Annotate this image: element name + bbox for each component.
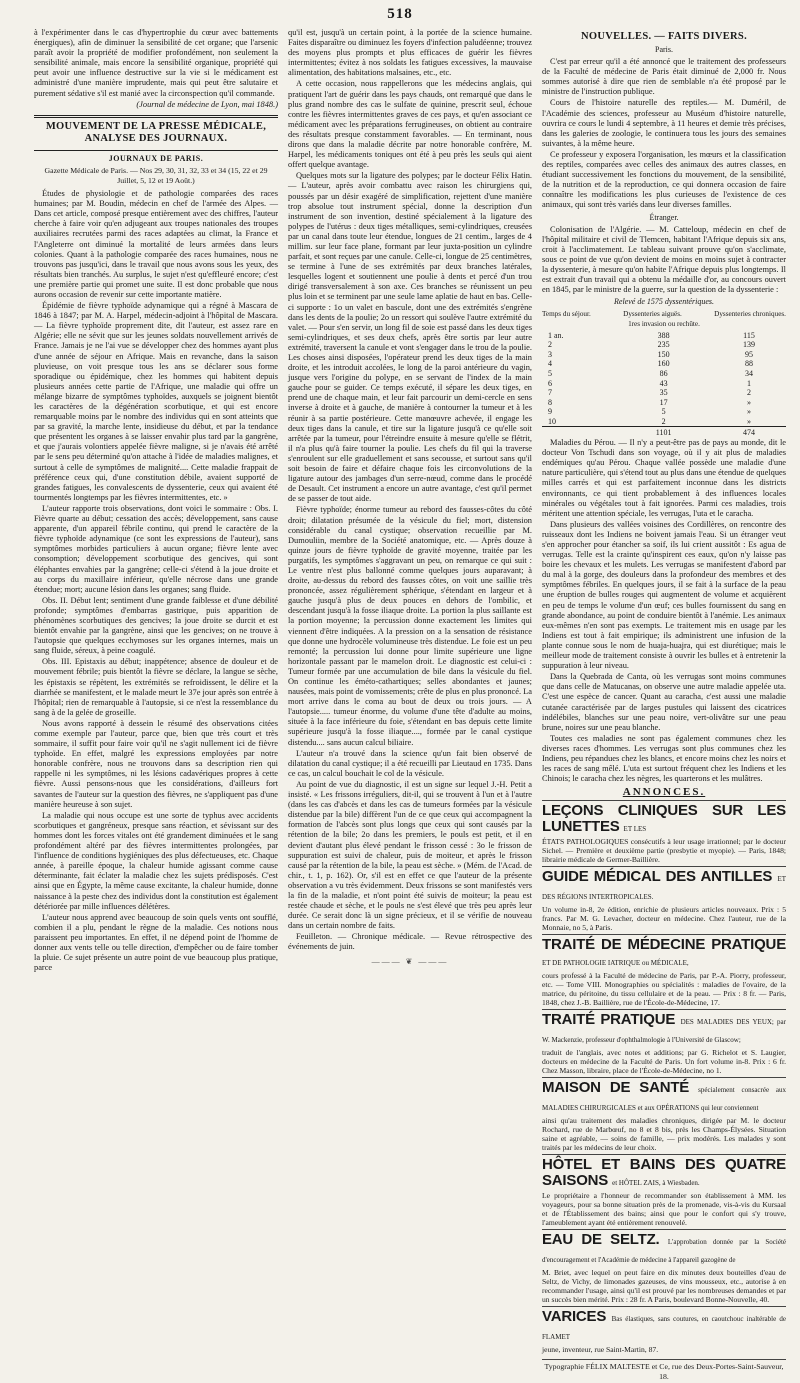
table-row <box>542 379 786 389</box>
annonces-title: ANNONCES. <box>622 786 706 799</box>
table-cell: 5 <box>548 368 552 378</box>
page-number: 518 <box>387 6 413 22</box>
subsection-title: JOURNAUX DE PARIS. <box>108 153 204 163</box>
column-1 <box>34 28 278 1110</box>
ad-headline-text: MAISON DE SANTÉ <box>542 1079 690 1097</box>
table-cell: 1101 <box>615 427 712 438</box>
table-cell: 2 <box>548 340 552 350</box>
ad-body: ÉTATS PATHOLOGIQUES consécutifs à leur usage irrationnel; par le docteur Sichel. — Première et deuxième partie (presbytie et myopie). — Paris, 1848; librairie médicale de Germer-Baillière. <box>542 837 786 865</box>
ad-body: cours professé à la Faculté de médecine de Paris, par P.-A. Piorry, professeur, etc. — Tome VIII. Monographies ou spécialités : maladies de l'ovaire, de la matrice, du péritoine, du tissu cellulaire et de la peau. — Prix : 8 fr. — Paris, 1848, chez J.-B. Baillière, rue de l'École-de-Médecine, 17. <box>542 971 786 1008</box>
table-cell: 388 <box>657 330 670 340</box>
ad-headline <box>542 803 786 837</box>
table-cell: » <box>747 416 751 426</box>
advertisement <box>542 1229 786 1306</box>
advertisement <box>542 934 786 1009</box>
table-row <box>542 331 786 341</box>
table-cell: 34 <box>745 368 753 378</box>
ad-headline-text: LEÇONS CLINIQUES SUR LES LUNETTES <box>542 802 786 836</box>
article-paragraph: Épidémie de fièvre typhoïde adynamique qui a régné à Mascara de 1846 à 1847; par M. A. Harpel, médecin-adjoint à l'hôpital de Mascara. — La fièvre typhoïde proprement dite, dit l'auteur, est assez rare en Algérie; elle ne sévit que sur les jeunes soldats nouvellement arrivés de France. Jamais je ne l'ai vue se développer chez des hommes ayant plus d'une année de séjour en Afrique. Mais en revanche, dans la saison pluvieuse, on voit presque tous les ans se déclarer sous forme sporadique ou épidémique, chez les hommes qui habitent depuis plusieurs années cette partie de l'Afrique, une maladie qui offre un mélange bizarre de symptômes typhoïdes, auxquels se joignent bientôt les caractères de la dégénération scorbutique, et qui est encore remarquable moins par le nombre des individus qui en sont atteints que par sa gravité, la marche lente, insidieuse du début, et par la tendance que présentent les organes à se laisser envahir plus tard par la gangrène, et que j'aurais volontiers appelée fièvre maligne, si je n'avais été arrêté par le sens peu déterminé qu'on attache à l'idée de maladies malignes, et surtout à celle de symptômes de malignité.... Cette maladie frappait de préférence ceux qui, d'une constitution débile, avaient supporté de grandes fatigues, les convalescents de dyssenterie, ceux qui avaient été tourmentés longtemps par les fièvres intermittentes, etc. » <box>34 301 278 502</box>
table-row <box>542 417 786 427</box>
ad-headline-tail: ET DE PATHOLOGIE IATRIQUE ou MÉDICALE, <box>542 959 689 968</box>
imprint: Typographie FÉLIX MALTESTE et Ce, rue des Deux-Portes-Saint-Sauveur, 18. <box>542 1359 786 1382</box>
table-cell: 115 <box>743 330 755 340</box>
table-cell: 86 <box>659 368 668 378</box>
table-cell: 7 <box>548 388 552 398</box>
table-cell: 4 <box>548 359 552 369</box>
intro-paragraph: à l'expérimenter dans le cas d'hypertrophie du cœur avec battements énergiques), afin de diminuer la sensibilité de cet organe; que l'arsenic paraît avoir la propriété de modifier profondément, non seulement la sensibilité animale, mais encore la sensibilité organique, propriété qui peut avoir une influence destructive sur la vie si le médicament est administré d'une manière imprudente, mais qui peut être salutaire et purement sédative s'il est manié avec la circonspection qu'il commande. <box>34 28 278 98</box>
advertisement <box>542 800 786 866</box>
ad-headline <box>542 937 786 971</box>
ad-headline <box>542 1157 786 1191</box>
ad-headline-text: TRAITÉ DE MÉDECINE PRATIQUE <box>542 936 786 954</box>
article-paragraph: Quelques mots sur la ligature des polypes; par le docteur Félix Hatin. — L'auteur, après avoir combattu avec raison les chirurgiens qui, poussés par un désir exagéré de simplification, rejettent d'une manière trop absolue tout instrument spécial, donne la description d'un instrument de son invention, destiné spécialement à la ligature des polypes de l'utérus : deux tiges métalliques, semi-cylindriques, creusées par un canal dans toute leur étendue, longues de 21 centim., larges de 4 millim. sur leur face plane, formant par leur juxta-position un cylindre parfait, et sont reçues par une canule. Celle-ci, longue de 25 centimètres, se termine à l'une de ses extrémités par deux branches latérales, lesquelles logent et soutiennent une poulie à dents et percé d'un trou dirigé transversalement à son axe. Ces branches se réunissent un peu plus loin et se terminent par une seule lame aplatie de haut en bas. Celle-ci supporte : 1o un valet en bascule, dont une des extrémités s'engrène dans les dents de la poulie; 2o un ressort qui soulève l'autre extrémité du valet. — Pour s'en servir, un long fil de soie est passé dans les deux tiges semi-cylindriques, et ses deux chefs, après être sortis par leur autre extrémité, traversent la canule et vont s'engager dans le trou de la poulie. Les choses ainsi disposées, l'opérateur prend les deux tiges de la main droite, et les introduit accolées, le long de la paroi antérieure du vagin, jusque vers l'origine du polype, en se servant de l'index de la main gauche pour se guider. Ce temps exécuté, il sépare les deux tiges, en prend une de chaque main, et leur fait parcourir un demi-cercle en sens inverse à droite et à gauche, de manière à contourner la tumeur et à les réunir à sa partie postérieure. Cette manœuvre achevée, il engage les deux tiges dans la canule, et tire sur la ligature jusqu'à ce qu'elle soit arrêtée par la tumeur, pour l'étreindre ensuite à mesure qu'elle se flétrit, il n'a plus qu'à faire tourner la poulie. Les chefs du fil qui la traverse s'enroulent sur elle graduellement et sans secousse, et surtout sans qu'il soit besoin de faire et défaire chaque fois les circonvolutions de la ligature autour des jambages d'un serre-nœud, comme dans le procédé de Desault. Cet instrument a encore un autre avantage, c'est qu'il permet de se passer de tout aide. <box>288 171 532 504</box>
article-paragraph: Nous avons rapporté à dessein le résumé des observations citées comme exemple par l'auteur, parce que, bien que très court et très sommaire, il suffit pour faire voir qu'il ne s'agit nullement ici de fièvre typhoïde. En effet, malgré les expressions employées par notre honorable confrère, nous ne trouvons dans sa description rien qui rappelle ni les symptômes, ni les lésions cadavériques propres à cette fièvre. Aussi pensons-nous que les considérations, d'ailleurs fort savantes de l'auteur sur la question des fièvres, ne s'appliquent pas d'une manière heureuse à son sujet. <box>34 718 278 809</box>
table-row <box>542 350 786 360</box>
ad-headline-text: TRAITÉ PRATIQUE <box>542 1011 676 1029</box>
table-cell: 5 <box>661 407 666 417</box>
ad-headline-tail: DES MALADIES DES YEUX; par W. Mackenzie, professeur d'ophthalmologie à l'Université de Glascow; <box>542 1018 786 1045</box>
table-header-cell: Temps du séjour. <box>542 310 591 319</box>
section-divider <box>34 115 278 118</box>
ad-headline-tail: L'approbation donnée par la Société d'encouragement et l'Académie de médecine à l'appareil gazogène de <box>542 1238 787 1265</box>
news-paragraph: Maladies du Pérou. — Il n'y a peut-être pas de pays au monde, dit le docteur Von Tschudi dans son voyage, où il y ait plus de maladies endémiques qu'au Pérou. Chaque vallée possède une maladie d'une nature particulière, qui s'étend tout au plus dans une étendue de quelques milles carrés et qui est parfaitement inconnue dans les districts environnants, ce qui tient probablement à des influences locales minérales ou végétales tout à fait ignorées. Parmi ces maladies, trois méritent une attention spéciale, les verrugas, l'uta et le caracha. <box>542 438 786 518</box>
ad-headline-text: GUIDE MÉDICAL DES ANTILLES <box>542 868 773 886</box>
end-ornament: ——— ❦ ——— <box>371 956 449 966</box>
ad-headline-text: VARICES <box>542 1308 607 1326</box>
table-cell: 8 <box>548 397 552 407</box>
article-paragraph: Études de physiologie et de pathologie comparées des races humaines; par M. Boudin, médecin en chef de l'armée des Alpes. — Dans cet article, composé presque entièrement avec des chiffres, l'auteur cherche à faire voir qu'en adjugeant aux troupes nationales des troupes auxiliaires recrutées parmi des races adaptées au climat, la France et l'Angleterre ont diminué la mortalité de leurs armées dans leurs colonies. Quant à la pathologie comparée des races humaines, nous ne trouvons pas jusqu'ici, dans le travail que nous avons sous les yeux, des résultats bien tranchés. Au surplus, le sujet n'est qu'effleuré encore; c'est une première partie qui promet une suite. Il est donc probable que nous aurons occasion de revenir sur cette importante matière. <box>34 189 278 299</box>
ad-headline <box>542 1012 786 1048</box>
table-cell: 139 <box>743 340 755 350</box>
ad-body: traduit de l'anglais, avec notes et additions; par G. Richelot et S. Laugier, docteurs en médecine de la Faculté de Paris. Un fort volume in-8. Prix : 6 fr. Chez Masson, libraire, place de l'École-de-Médecine, no 1. <box>542 1048 786 1076</box>
ad-headline-tail: Bas élastiques, sans coutures, en caoutchouc inaltérable de FLAMET <box>542 1315 786 1342</box>
ad-headline <box>542 1232 786 1268</box>
article-paragraph: L'auteur n'a trouvé dans la science qu'un fait bien observé de dilatation du canal cystique; il a été recueilli par Lieutaud en 1735. Dans ce cas, un calcul bouchait le col de la vésicule. <box>288 748 532 778</box>
ad-body: jeune, inventeur, rue Saint-Martin, 87. <box>542 1345 659 1355</box>
table-cell: 2 <box>661 416 666 426</box>
table-cell: 3 <box>548 349 552 359</box>
columns <box>34 28 787 1382</box>
table-cell: 95 <box>745 349 753 359</box>
table-cell: 150 <box>657 349 670 359</box>
ad-headline <box>542 1080 786 1116</box>
news-paragraph: Toutes ces maladies ne sont pas également communes chez les diverses races d'hommes. Les verrugas sont plus communes chez les Indiens, peu répandues chez les blancs, et encore moins chez les noirs et les races de sang mêlé. L'uta est surtout fréquent chez les Indiens et les Chinois; le caracha chez les nègres, les quarterons et les mulâtres. <box>542 733 786 784</box>
news-paragraph: Dans plusieurs des vallées voisines des Cordillères, on rencontre des ruisseaux dont les Indiens ne boivent jamais l'eau. Si un étranger veut s'en approcher pour étancher sa soif, ils lui crient aussitôt : Es agua de verrugas. Telle est la crainte qu'inspirent ces eaux, qu'on n'y laisse pas boire les chevaux et les mulets. Les verrugas se manifestent d'abord par du mal à la gorge, des douleurs dans la profondeur des membres et des symptômes fébriles. En quelques jours, il se fait à la surface de la peau une éruption de bulles rouges qui augmentent de volume et acquièrent en peu de temps le volume d'un œuf; ces bulles fournissent du sang en grande abondance, au point de conduire bientôt à l'anémie. Les animaux eux-mêmes n'en sont pas exempts. Le traitement mis en usage par les Indiens est tout à fait empirique; ils administrent une infusion de la plante connue sous le nom de huaja-huajra, qui est diurétique; mais le meilleur mode de traitement consiste à ouvrir les bulles et à entretenir la suppuration à leur niveau. <box>542 519 786 671</box>
ad-headline-tail: et HÔTEL ZAIS, à Wiesbaden. <box>612 1179 700 1188</box>
table-cell: 160 <box>657 359 670 369</box>
advertisement <box>542 1306 786 1356</box>
table-cell: » <box>747 397 751 407</box>
news-paragraph: Cours de l'histoire naturelle des reptiles.— M. Duméril, de l'Académie des sciences, professeur au Muséum d'histoire naturelle, ouvrira ce cours le lundi 4 septembre, à 11 heures et demie très précises, dans les galeries de zoologie, le continuera tous les jours des semaines suivantes, à la même heure. <box>542 98 786 148</box>
table-cell: 235 <box>657 340 670 350</box>
article-paragraph: Obs. III. Epistaxis au début; inappétence; absence de douleur et de mouvement fébrile; puis bientôt la fièvre se déclare, la langue se sèche, les épistaxis se répètent, les extrémités se refroidissent, le délire et la diarrhée se manifestent, et le malade meurt le 37e jour après son entrée à l'hôpital; rien de remarquable à l'autopsie, si ce n'est la ressemblance du sang à de la gelée de groseille. <box>34 657 278 717</box>
article-paragraph: Au point de vue du diagnostic, il est un signe sur lequel J.-H. Petit a insisté. « Les frissons irréguliers, dit-il, qui se trouvent à l'un et à l'autre (dans les cas d'abcès et dans les cas de tumeurs formées par la vésicule distendue par la bile) diffèrent l'un de ce que ceux qui accompagnent la formation de l'abcès sont plus longs que ceux qui sont causés par la rétention de la bile; 2o dans les premiers, le pouls est petit, et il en devient d'autant plus élevé pendant le frisson cessé : 3o le frisson de suppuration est suivi de chaleur, puis de moiteur, et après le frisson causé par la rétention de la bile, la peau est sèche. » (Mém. de l'Acad. de chir., t. 1, p. 162). Or, s'il est en effet ce que l'auteur de la présente observation a vu très évidemment. Deux frissons se sont manifestés vers la fin de la maladie, et n'ont point été suivis de moiteur; la peau est restée chaude et sèche, et le pouls ne s'est élevé que très peu après leur durée. Ce serait donc là un signe précieux, et il se vérifie de nouveau dans un certain nombre de faits. <box>288 779 532 931</box>
table-row <box>542 359 786 369</box>
ad-headline <box>542 869 786 905</box>
news-paragraph: Dans la Quebrada de Canta, où les verrugas sont moins communes que dans celle de Matucanas, on observe une autre maladie appelée uta. C'est une espèce de cancer. Quant au caracha, c'est aussi une maladie cutanée caractérisée par de larges pustules qui laissent des cicatrices indélébiles, blanches sur une peau noire, vert-olivâtre sur une peau brune, noires sur une peau blanche. <box>542 672 786 732</box>
column-3 <box>542 28 787 1382</box>
article-paragraph: Fièvre typhoïde; énorme tumeur au rebord des fausses-côtes du côté droit; dilatation présumée de la vésicule du fiel; mort, distension considérable du canal cystique; observation recueillie par M. Dumouliin, membre de la Société anatomique, etc. — Après douze à quinze jours de fièvre typhoïde de gravité moyenne, traitée par les purgatifs, les symptômes s'aggravant un peu, on remarque ce qui suit : Le ventre n'est plus ballonné comme quelques jours auparavant; à droite, au-dessus du rebord des fausses côtes, on voit une saillie très prononcée, assez régulièrement sphérique, s'étendant en largeur et à gauche jusqu'à plus de deux pouces en dehors de l'ombilic, et descendant jusqu'à la fosse iliaque droite. La portion la plus saillante est la portion moyenne; la percussion donne exactement les limites qui viennent d'être indiquées. A la pression on a la sensation de résistance que donne une hydrocèle volumineuse très distendue. Le foie est un peu remonté; la percussion lui donne pour limite supérieure une ligne horizontale passant par le mamelon droit. Le diagnostic est celui-ci : Tumeur formée par une accumulation de bile dans la vésicule du fiel. On continue les émétо-cathartiques; selles abondantes et jaunes; nausées, mais point de vomissements; crête de plus en plus prononcé. La mort arrive dans le coma au bout de deux ou trois jours. — A l'autopsie..... tumeur énorme, du volume d'une tête d'adulte au moins, située à la face inférieure du foie, s'étendant en bas depuis cette limite supérieure jusqu'à la fosse iliaque...., formée par le canal cystique distendu.... sans aucun calcul biliaire. <box>288 505 532 747</box>
ad-headline-text: HÔTEL ET BAINS DES QUATRE SAISONS <box>542 1156 786 1190</box>
table-cell: » <box>747 407 751 417</box>
advertisement <box>542 1009 786 1077</box>
table-cell: 35 <box>659 388 668 398</box>
advertisement <box>542 1077 786 1154</box>
ad-headline-tail: ET DES RÉGIONS INTERTROPICALES. <box>542 875 786 902</box>
article-paragraph: Feuilleton. — Chronique médicale. — Revue rétrospective des événements de juin. <box>288 932 532 952</box>
table-header-cell: Dyssenteries aiguës. <box>623 310 682 319</box>
source-line: Gazette Médicale de Paris. — Nos 29, 30, 31, 32, 33 et 34 (15, 22 et 29 Juillet, 5, 12 et 19 Août.) <box>44 165 268 185</box>
table-cell <box>542 427 615 438</box>
table-row <box>542 398 786 408</box>
table-row <box>542 340 786 350</box>
news-title: NOUVELLES. — FAITS DIVERS. <box>580 31 748 42</box>
article-paragraph: L'auteur rapporte trois observations, dont voici le sommaire : Obs. I. Fièvre quarte au début; cessation des accès; développement, sans cause apparente, d'un appareil fébrile continu, qui prend le caractère de la fièvre typhoïde adynamique (ce sont les expressions de l'auteur), sans symptômes morbides particuliers à aucun organe; fièvre lente avec consomption; développement scorbutique des gencives, qui sont éléphantes envahies par la gangrène; celle-ci s'étend à la joue droite et au corps du maxillaire inférieur, qu'elle nécrose dans une grande étendue; mort; aucune lésion dans les organes; sang fluide. <box>34 503 278 594</box>
divider <box>34 150 278 151</box>
paris-label: Paris. <box>655 45 673 54</box>
advertisement <box>542 866 786 934</box>
ad-headline <box>542 1309 786 1345</box>
table-cell: 88 <box>745 359 753 369</box>
table-total-row <box>542 427 786 438</box>
article-paragraph: L'auteur nous apprend avec beaucoup de soin quels vents ont soufflé, combien il a plu, pendant le règne de la maladie. Ces notions nous paraissent peu importantes. En effet, il ne dépend point de l'homme de donner aux vents telle ou telle direction, d'empêcher ou de faire tomber la pluie. Ce sujet présente un autre point de vue beaucoup plus pratique, parce <box>34 912 278 973</box>
table-cell: 17 <box>659 397 668 407</box>
table-cell: 43 <box>659 378 668 388</box>
ads-list <box>542 800 786 1356</box>
ad-headline-tail: spécialement consacrée aux MALADIES CHIRURGICALES et aux OPÉRATIONS qui leur conviennent <box>542 1086 786 1113</box>
ad-body: M. Briet, avec lequel on peut faire en dix minutes deux bouteilles d'eau de Seltz, de Vichy, de limonades gazeuses, de vins mousseux, etc., autorise à en recommander l'usage, ainsi qu'il est prouvé par les nombreuses demandes et par un succès bien mérité. Prix : 28 fr. A Paris, boulevard Bonne-Nouvelle, 40. <box>542 1268 786 1305</box>
article-paragraph: Obs. II. Début lent; sentiment d'une grande faiblesse et d'une débilité profonde; symptômes d'embarras gastrique, puis apparition de phénomènes scorbutiques des gencives; la joue droite se durcit et est bientôt envahie par la gangrène, ainsi que les gencives; on ne trouve à l'autopsie que quelques ecchymoses sur les organes internes, mais un sang fluide, séreux, à peine coagulé. <box>34 595 278 656</box>
table-subheader: 1res invasion ou rechûte. <box>628 320 700 329</box>
advertisement <box>542 1154 786 1229</box>
section-title: MOUVEMENT DE LA PRESSE MÉDICALE, ANALYSE DES JOURNAUX. <box>45 120 267 144</box>
etranger-label: Étranger. <box>649 212 679 222</box>
ad-body: Un volume in-8, 2e édition, enrichie de plusieurs articles nouveaux. Prix : 5 francs. Par M. G. Levacher, docteur en médecine. Chez l'auteur, rue de la Monnaie, no 5, à Paris. <box>542 905 786 933</box>
table-header <box>542 309 786 319</box>
table-cell: 6 <box>548 378 552 388</box>
intro-source: (Journal de médecine de Lyon, mai 1848.) <box>136 99 278 109</box>
news-paragraph: C'est par erreur qu'il a été annoncé que le traitement des professeurs de la Faculté de médecine de Paris était diminué de 2,000 fr. Nous sommes autorisé à dire que rien de semblable n'a été proposé par le ministre de l'instruction publique. <box>542 57 786 97</box>
article-paragraph: La maladie qui nous occupe est une sorte de typhus avec accidents scorbutiques et gangréneux, presque sans réaction, et sévissant sur des hommes dont les forces vitales ont été grandement diminuées et le sang profondément altéré par des fièvres intermittentes prolongées, par l'influence de conditions hygiéniques des plus défectueuses, etc. Chaque année, à pareille époque, la chaleur humide agissant comme cause déterminante, fait éclater la maladie chez les sujets prédisposés. C'est ainsi que en Égypte, la même cause excitante, la chaleur humide, donne naissance à la peste chez des individus dont la constitution est également détériorée par mille influences délétères. <box>34 810 278 911</box>
table-cell: 474 <box>712 427 786 438</box>
table-cell: 1 an. <box>548 330 564 340</box>
table-header-cell: Dyssenteries chroniques. <box>714 310 786 319</box>
table-cell: 2 <box>747 388 751 398</box>
ad-body: ainsi qu'au traitement des maladies chroniques, dirigée par M. le docteur Rochard, rue de Marbœuf, no 8 et 8 bis, près les Champs-Élysées. Situation saine et agréable, — soins de famille, — prix modérés. Les malades y sont traités par les médecins de leur choix. <box>542 1116 786 1153</box>
news-paragraph: Ce professeur y exposera l'organisation, les mœurs et la classification des reptiles, comparées avec celles des animaux des autres classes, en étudiant successivement les fonctions du mouvement, de la sensibilité, de la nutrition et de la reproduction, ce qui donnera occasion de faire connaître les modifications les plus curieuses de l'existence de ces animaux, qui sont très variés dans leur diverses familles. <box>542 149 786 210</box>
table-row <box>542 388 786 398</box>
column-2 <box>288 28 532 1110</box>
table-row <box>542 369 786 379</box>
article-paragraph: qu'il est, jusqu'à un certain point, à la portée de la science humaine. Faites disparaître ou diminuez les foyers d'infection paludéenne; trouvez des moyens plus prompts et plus efficaces de guérir les fièvres intermittentes; évitez à nos soldats les fatigues excessives, la mauvaise alimentation, des habitations malsaines, etc., etc. <box>288 28 532 78</box>
table-cell: 10 <box>548 416 556 426</box>
ad-body: Le propriétaire a l'honneur de recommander son établissement à MM. les voyageurs, pour sa bonne situation près de la promenade, vis-à-vis du Kursaal et de l'Établissement des bains; ainsi que pour le confort qui s'y trouve, l'ameublement ayant été entièrement renouvelé. <box>542 1191 786 1228</box>
dysentery-table <box>542 331 786 439</box>
table-cell: 1 <box>747 378 751 388</box>
ad-headline-text: EAU DE SELTZ. <box>542 1231 660 1249</box>
article-paragraph: A cette occasion, nous rappellerons que les médecins anglais, qui pratiquent l'art de guérir dans les pays chauds, ont remarqué que dans le plus grand nombre des cas le sulfate de quinine, prescrit seul, échoue contre les fièvres intermittentes graves de ces pays, et qu'en associant ce médicament avec les préparations ferrugineuses, on obtient au contraire des résultats presque constamment favorables. — En terminant, nous dirons que dans la maladie décrite par notre honorable confrère, M. Harpel, les médicaments toniques ont été à peu près les seuls qui aient offert quelque avantage. <box>288 79 532 170</box>
ad-headline-tail: ET LES <box>623 825 647 834</box>
table-row <box>542 407 786 417</box>
table-caption: Relevé de 1575 dyssentériques. <box>614 297 714 307</box>
news-paragraph: Colonisation de l'Algérie. — M. Catteloup, médecin en chef de l'hôpital militaire et civil de Tlemcen, habitant l'Afrique depuis six ans, croit à l'acclimatement. Le tableau suivant prouve qu'on s'acclimate, sous ce point de vue qu'on devient de moins en moins sujet à contracter la dyssenterie, à mesure qu'on habite l'Afrique depuis plus longtemps. Il est extrait d'un travail qui a obtenu la médaille d'or, au concours ouvert en 1845, par le ministre de la guerre, sur la question de la dyssenterie : <box>542 224 786 295</box>
table-cell: 9 <box>548 407 552 417</box>
